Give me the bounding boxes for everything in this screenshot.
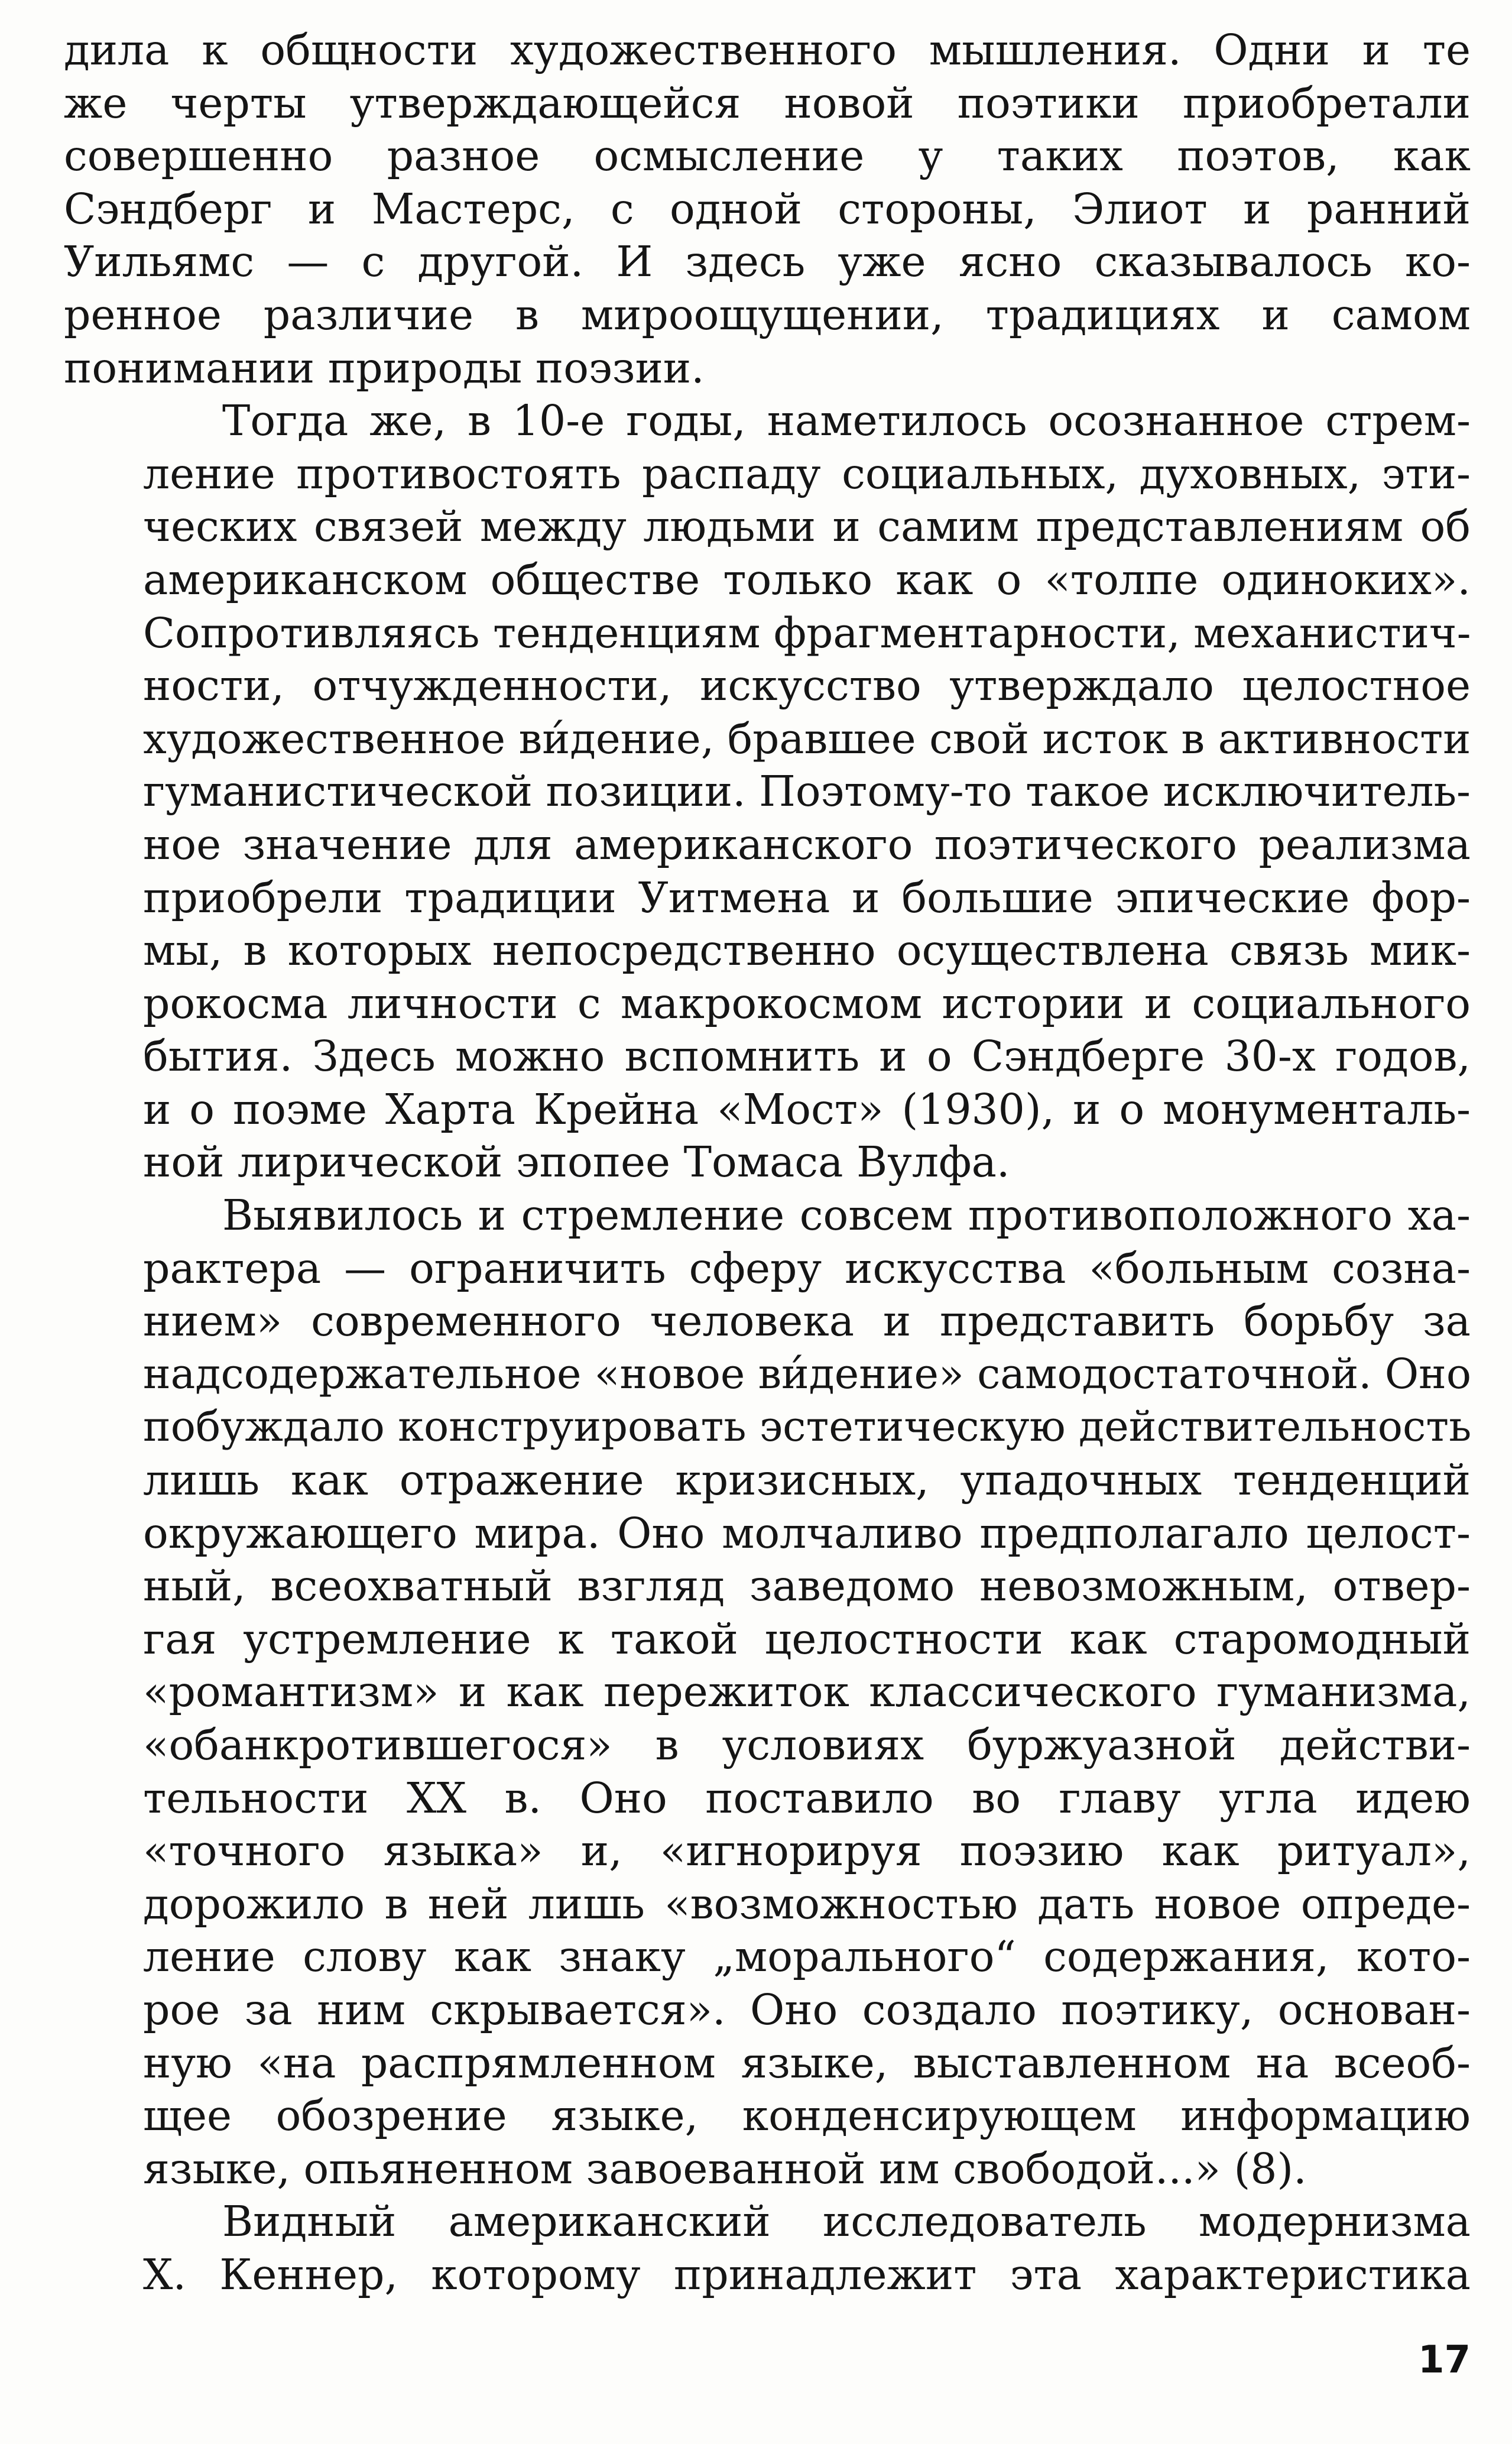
text-line: лишь как отражение кризисных, упадочных тенденций (143, 1456, 1471, 1505)
text-line: ную «на распрямленном языке, выставленном на всеоб- (143, 2038, 1471, 2088)
text-line: надсодержательное «новое ви́дение» самодостаточной. Оно (143, 1349, 1471, 1398)
text-line: ческих связей между людьми и самим представлениям об (143, 502, 1471, 552)
text-line: Видный американский исследователь модернизма (222, 2197, 1471, 2247)
text-line: Сэндберг и Мастерс, с одной стороны, Элиот и ранний (64, 184, 1471, 234)
text-line: «точного языка» и, «игнорируя поэзию как ритуал», (143, 1826, 1471, 1876)
text-line: «обанкротившегося» в условиях буржуазной действи- (143, 1720, 1471, 1769)
text-line: и о поэме Харта Крейна «Мост» (1930), и о монументаль- (143, 1084, 1471, 1134)
text-line: ности, отчужденности, искусство утверждало целостное (143, 661, 1471, 711)
text-line: ление слову как знаку „морального“ содержания, кото- (143, 1932, 1471, 1982)
text-line: ной лирической эпопее Томаса Вулфа. (143, 1137, 1010, 1187)
text-line: гуманистической позиции. Поэтому-то такое исключитель- (143, 767, 1471, 816)
text-line: же черты утверждающейся новой поэтики приобретали (64, 78, 1471, 128)
text-line: щее обозрение языке, конденсирующем информацию (143, 2091, 1471, 2141)
text-line: Тогда же, в 10-е годы, наметилось осознанное стрем- (222, 396, 1471, 446)
text-line: американском обществе только как о «толпе одиноких». (143, 555, 1471, 604)
paragraph (64, 394, 1471, 1189)
text-line: побуждало конструировать эстетическую действительность (143, 1402, 1472, 1451)
text-line: совершенно разное осмысление у таких поэтов, как (64, 131, 1471, 181)
text-line: понимании природы поэзии. (64, 343, 705, 393)
paragraph (64, 2195, 1471, 2301)
text-line: дила к общности художественного мышления. Одни и те (64, 25, 1471, 74)
text-line: гая устремление к такой целостности как старомодный (143, 1614, 1471, 1664)
text-line: тельности XX в. Оно поставило во главу угла идею (143, 1773, 1471, 1823)
text-line: Уильямс — с другой. И здесь уже ясно сказывалось ко- (64, 237, 1471, 287)
text-line: ный, всеохватный взгляд заведомо невозможным, отвер- (143, 1561, 1471, 1611)
text-line: ное значение для американского поэтического реализма (143, 819, 1471, 869)
text-line: бытия. Здесь можно вспомнить и о Сэндберге 30-х годов, (143, 1032, 1471, 1081)
text-line: «романтизм» и как пережиток классического гуманизма, (143, 1667, 1471, 1717)
text-line: художественное ви́дение, бравшее свой исток в активности (143, 714, 1471, 763)
body-text (64, 24, 1471, 2302)
text-line: Выявилось и стремление совсем противоположного ха- (222, 1191, 1471, 1240)
text-line: окружающего мира. Оно молчаливо предполагало целост- (143, 1508, 1471, 1558)
text-line: рактера — ограничить сферу искусства «больным созна- (143, 1243, 1471, 1293)
text-line: рое за ним скрывается». Оно создало поэтику, основан- (143, 1985, 1471, 2034)
text-line: языке, опьяненном завоеванной им свободой...» (8). (143, 2144, 1307, 2193)
text-line: Х. Кеннер, которому принадлежит эта характеристика (143, 2249, 1471, 2299)
paragraph (64, 1189, 1471, 2195)
text-line: нием» современного человека и представить борьбу за (143, 1296, 1471, 1346)
text-line: мы, в которых непосредственно осуществлена связь мик- (143, 926, 1471, 975)
paragraph (64, 24, 1471, 394)
text-line: приобрели традиции Уитмена и большие эпические фор- (143, 873, 1471, 922)
text-line: рокосма личности с макрокосмом истории и социального (143, 978, 1471, 1028)
text-line: дорожило в ней лишь «возможностью дать новое опреде- (143, 1879, 1471, 1928)
page-number: 17 (1417, 2338, 1471, 2382)
text-line: ренное различие в мироощущении, традициях и самом (64, 290, 1471, 339)
text-line: Сопротивляясь тенденциям фрагментарности, механистич- (143, 608, 1471, 657)
text-line: ление противостоять распаду социальных, духовных, эти- (143, 449, 1471, 498)
